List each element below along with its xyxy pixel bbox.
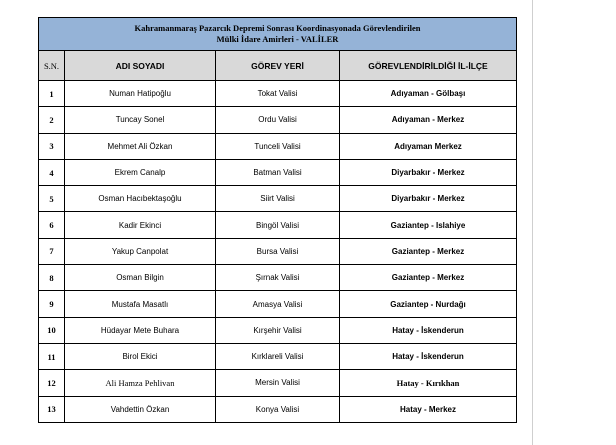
cell-location: Adıyaman Merkez	[340, 133, 517, 159]
table-row	[39, 212, 517, 238]
cell-duty: Amasya Valisi	[216, 291, 340, 317]
cell-duty: Şırnak Valisi	[216, 265, 340, 291]
cell-name: Numan Hatipoğlu	[65, 81, 216, 107]
header-duty: GÖREV YERİ	[216, 51, 340, 81]
cell-name: Mustafa Masatlı	[65, 291, 216, 317]
cell-duty: Mersin Valisi	[216, 370, 340, 396]
header-sn: S.N.	[39, 51, 65, 81]
cell-sn: 10	[39, 317, 65, 343]
cell-name: Osman Hacıbektaşoğlu	[65, 186, 216, 212]
cell-duty: Siirt Valisi	[216, 186, 340, 212]
table-title-line-2: Mülki İdare Amirleri - VALİLER	[216, 34, 339, 44]
cell-duty: Kırşehir Valisi	[216, 317, 340, 343]
cell-location: Adıyaman - Gölbaşı	[340, 81, 517, 107]
table-row	[39, 186, 517, 212]
cell-duty: Kırklareli Valisi	[216, 343, 340, 369]
cell-name: Vahdettin Özkan	[65, 396, 216, 422]
page-edge-line	[532, 0, 533, 445]
table-row	[39, 133, 517, 159]
cell-duty: Konya Valisi	[216, 396, 340, 422]
cell-name: Ekrem Canalp	[65, 159, 216, 185]
table-row	[39, 238, 517, 264]
cell-sn: 6	[39, 212, 65, 238]
table-row	[39, 265, 517, 291]
table-title	[39, 18, 517, 51]
cell-sn: 2	[39, 107, 65, 133]
cell-name: Osman Bilgin	[65, 265, 216, 291]
cell-name: Birol Ekici	[65, 343, 216, 369]
cell-duty: Batman Valisi	[216, 159, 340, 185]
table-row	[39, 343, 517, 369]
table-title-line-1: Kahramanmaraş Pazarcık Depremi Sonrası Koordinasyonada Görevlendirilen	[134, 23, 421, 33]
header-name: ADI SOYADI	[65, 51, 216, 81]
cell-sn: 8	[39, 265, 65, 291]
cell-duty: Tunceli Valisi	[216, 133, 340, 159]
cell-sn: 4	[39, 159, 65, 185]
table-row	[39, 81, 517, 107]
cell-name: Hüdayar Mete Buhara	[65, 317, 216, 343]
cell-location: Gaziantep - Merkez	[340, 265, 517, 291]
cell-duty: Bursa Valisi	[216, 238, 340, 264]
cell-location: Gaziantep - Islahiye	[340, 212, 517, 238]
cell-location: Adıyaman - Merkez	[340, 107, 517, 133]
cell-sn: 1	[39, 81, 65, 107]
cell-location: Hatay - İskenderun	[340, 317, 517, 343]
cell-location: Hatay - İskenderun	[340, 343, 517, 369]
cell-sn: 11	[39, 343, 65, 369]
cell-name: Ali Hamza Pehlivan	[65, 370, 216, 396]
cell-location: Hatay - Kırıkhan	[340, 370, 517, 396]
table-header-row	[39, 51, 517, 81]
cell-location: Gaziantep - Merkez	[340, 238, 517, 264]
cell-sn: 7	[39, 238, 65, 264]
cell-sn: 13	[39, 396, 65, 422]
cell-duty: Bingöl Valisi	[216, 212, 340, 238]
table-row	[39, 159, 517, 185]
cell-sn: 9	[39, 291, 65, 317]
cell-location: Gaziantep - Nurdağı	[340, 291, 517, 317]
cell-location: Hatay - Merkez	[340, 396, 517, 422]
cell-duty: Tokat Valisi	[216, 81, 340, 107]
cell-name: Kadir Ekinci	[65, 212, 216, 238]
cell-sn: 12	[39, 370, 65, 396]
cell-location: Diyarbakır - Merkez	[340, 159, 517, 185]
header-location: GÖREVLENDİRİLDİĞİ İL-İLÇE	[340, 51, 517, 81]
cell-sn: 3	[39, 133, 65, 159]
cell-duty: Ordu Valisi	[216, 107, 340, 133]
table-row	[39, 317, 517, 343]
cell-name: Tuncay Sonel	[65, 107, 216, 133]
table-row	[39, 396, 517, 422]
table-row	[39, 370, 517, 396]
cell-name: Mehmet Ali Özkan	[65, 133, 216, 159]
table-row	[39, 107, 517, 133]
governors-table-sheet	[38, 17, 516, 423]
governors-table	[38, 17, 517, 423]
cell-sn: 5	[39, 186, 65, 212]
cell-location: Diyarbakır - Merkez	[340, 186, 517, 212]
table-row	[39, 291, 517, 317]
table-title-row	[39, 18, 517, 51]
cell-name: Yakup Canpolat	[65, 238, 216, 264]
